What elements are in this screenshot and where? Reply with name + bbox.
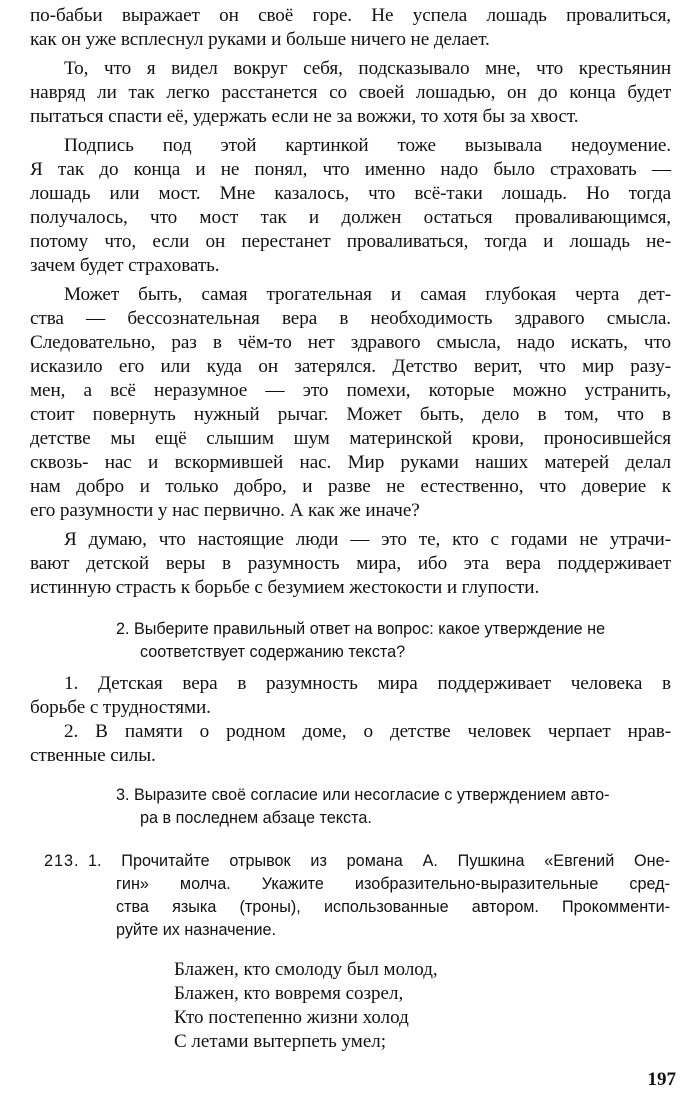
answer-option-2: 2. В памяти о родном доме, о детстве человек черпает нрав-	[64, 721, 671, 742]
text-line: лошадь или мост. Мне казалось, что всё-таки лошадь. Но тогда	[30, 183, 671, 204]
text-line: Я так до конца и не понял, что именно надо было страховать —	[30, 159, 671, 180]
task-2-line: 2. Выберите правильный ответ на вопрос: какое утверждение не	[116, 620, 606, 638]
task-2-line: соответствует содержанию текста?	[140, 643, 406, 661]
text-line: как он уже всплеснул руками и больше ничего не делает.	[30, 29, 490, 50]
verse-line: С летами вытерпеть умел;	[174, 1031, 387, 1052]
exercise-line: 1. Прочитайте отрывок из романа А. Пушкина «Евгений Оне-	[88, 852, 670, 870]
text-line: ства — бессознательная вера в необходимость здравого смысла.	[30, 308, 671, 329]
answer-option-2-cont: ственные силы.	[30, 745, 156, 766]
exercise-number: 213.	[44, 852, 80, 870]
text-line: Может быть, самая трогательная и самая глубокая черта дет-	[64, 284, 671, 305]
text-line: сквозь- нас и вскормившей нас. Мир руками наших матерей делал	[30, 452, 671, 473]
task-3-line: 3. Выразите своё согласие или несогласие с утверждением авто-	[116, 786, 610, 804]
task-3-line: ра в последнем абзаце текста.	[140, 809, 372, 827]
text-line: потому что, если он перестанет проваливаться, тогда и лошадь не-	[30, 231, 671, 252]
page-number: 197	[647, 1069, 676, 1090]
text-line: стоит повернуть нужный рычаг. Может быть, дело в том, что в	[30, 404, 671, 425]
answer-option-1-cont: борьбе с трудностями.	[30, 697, 211, 718]
text-line: нам добро и только добро, и разве не естественно, что доверие к	[30, 476, 671, 497]
text-line: мен, а всё неразумное — это помехи, которые можно устранить,	[30, 380, 671, 401]
text-line: зачем будет страховать.	[30, 255, 220, 276]
text-line: истинную страсть к борьбе с безумием жестокости и глупости.	[30, 577, 540, 598]
verse-line: Блажен, кто смолоду был молод,	[174, 959, 438, 980]
text-line: Следовательно, раз в чём-то нет здравого смысла, надо искать, что	[30, 332, 671, 353]
exercise-line: гин» молча. Укажите изобразительно-выразительные сред-	[116, 875, 670, 893]
exercise-line: руйте их назначение.	[116, 921, 277, 939]
text-line: То, что я видел вокруг себя, подсказывало мне, что крестьянин	[64, 58, 671, 79]
text-line: его разумности у нас первично. А как же иначе?	[30, 500, 420, 521]
text-line: по-бабьи выражает он своё горе. Не успела лошадь провалиться,	[30, 5, 671, 26]
text-line: получалось, что мост так и должен остаться проваливающимся,	[30, 207, 671, 228]
verse-line: Блажен, кто вовремя созрел,	[174, 983, 404, 1004]
text-line: детстве мы ещё слышим шум материнской крови, проносившейся	[30, 428, 671, 449]
verse-line: Кто постепенно жизни холод	[174, 1007, 409, 1028]
text-line: вают детской веры в разумность мира, ибо эта вера поддерживает	[30, 553, 671, 574]
text-line: исказило его или куда он затерялся. Детство верит, что мир разу-	[30, 356, 671, 377]
text-line: Я думаю, что настоящие люди — это те, кто с годами не утрачи-	[64, 529, 671, 550]
exercise-line: ства языка (троны), использованные автором. Прокомменти-	[116, 898, 670, 916]
text-line: навряд ли так легко расстанется со своей лошадью, он до конца будет	[30, 82, 671, 103]
text-line: пытаться спасти её, удержать если не за вожжи, то хотя бы за хвост.	[30, 106, 579, 127]
text-line: Подпись под этой картинкой тоже вызывала недоумение.	[64, 135, 671, 156]
answer-option-1: 1. Детская вера в разумность мира поддерживает человека в	[64, 673, 671, 694]
